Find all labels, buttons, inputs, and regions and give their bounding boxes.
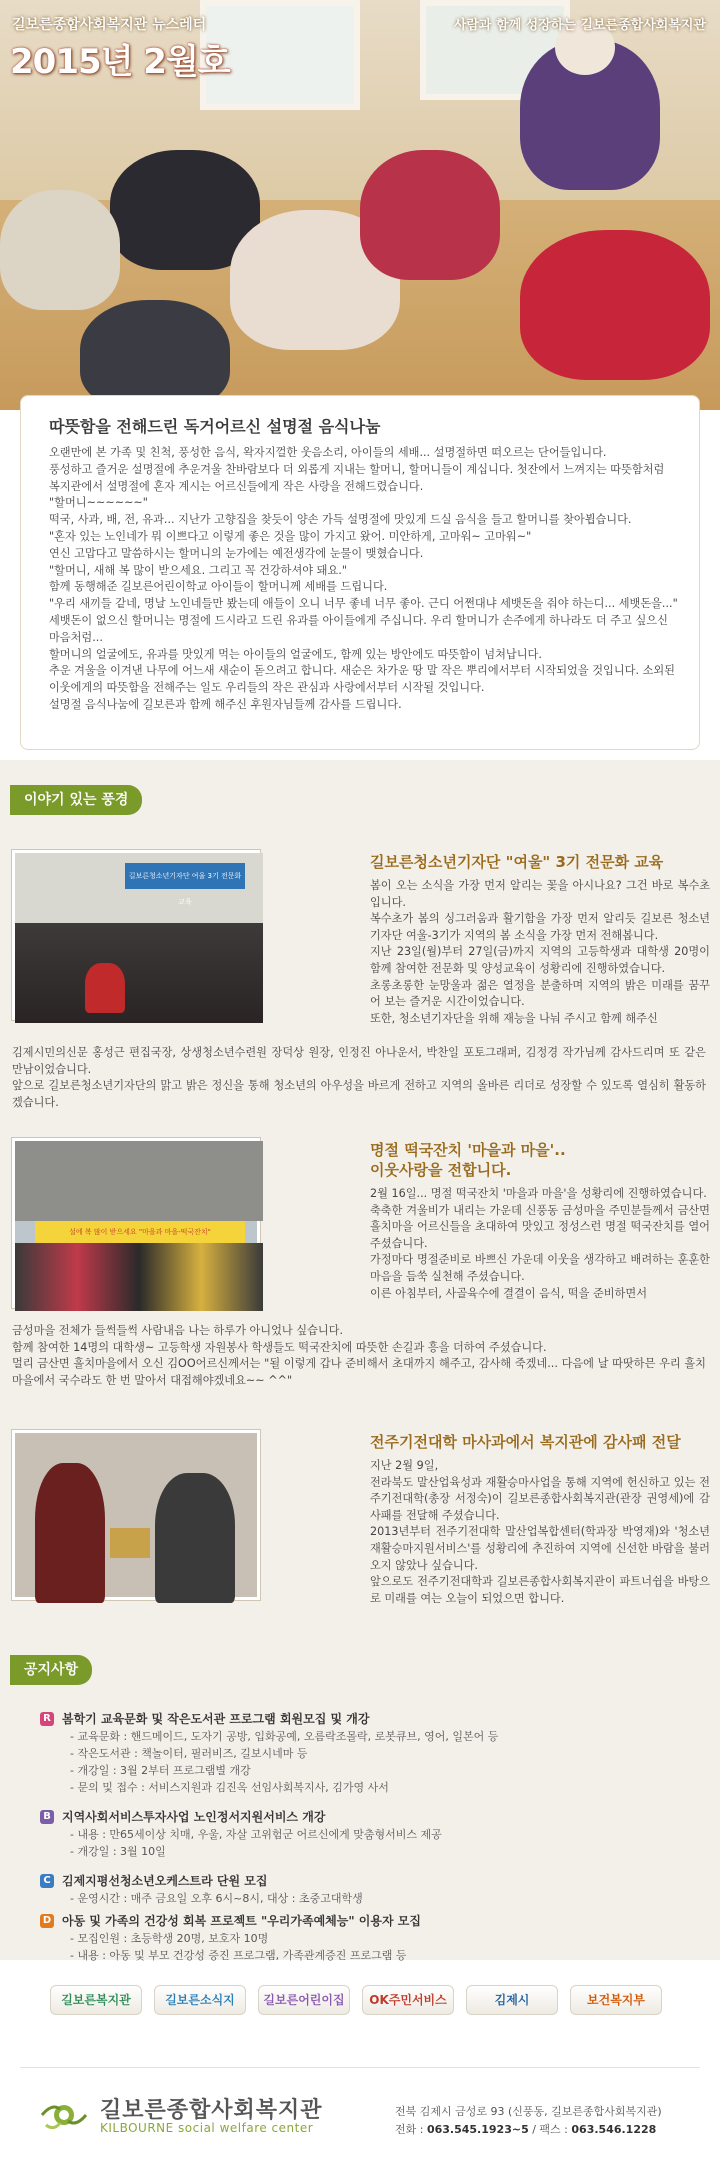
text-line: 전라북도 말산업육성과 재활승마사업을 통해 지역에 헌신하고 있는 전주기전대학(총장 서정숙)이 길보른종합사회복지관(관장 권영세)에 감사패를 전달해 주셨습니다. [370, 1475, 710, 1522]
plaque [110, 1528, 150, 1558]
text-line: "우리 새끼들 같네, 명날 노인네들만 봤는데 애들이 오니 너무 좋네 너무 좋아. 근디 어쩐대냐 세뱃돈을 줘야 하는디... 세뱃돈을..." [49, 597, 678, 611]
link-button[interactable]: OK주민서비스 [362, 1985, 454, 2015]
article-body [49, 445, 681, 714]
hero-slogan: 사람과 함께 성장하는 길보른종합사회복지관 [453, 18, 706, 33]
lead-article [20, 395, 700, 750]
org-name-kr: 길보른종합사회복지관 [100, 2098, 323, 2123]
story2-photo [12, 1138, 260, 1308]
story1-title: 길보른청소년기자단 "여울" 3기 전문화 교육 [370, 853, 664, 871]
footer-contact [395, 2121, 656, 2137]
text-line: 세뱃돈이 없으신 할머니는 명절에 드시라고 드린 유과를 아이들에게 주십니다. 우리 할머니가 손주에게 하나라도 더 주고 싶으신 [49, 613, 668, 627]
villager-group [15, 1243, 263, 1311]
notice-detail: - 교육문화 : 핸드메이드, 도자기 공방, 입화공예, 오름락조몰락, 로봇큐브, 영어, 일본어 등 [70, 1730, 499, 1743]
story3-title: 전주기전대학 마사과에서 복지관에 감사패 전달 [370, 1433, 681, 1451]
fax-number: 063.546.1228 [571, 2123, 657, 2136]
article-title: 따뜻함을 전해드린 독거어르신 설명절 음식나눔 [49, 417, 381, 436]
text-line: 김제시민의신문 홍성근 편집국장, 상생청소년수련원 장덕상 원장, 인정진 아나운서, 박찬일 포토그래퍼, 김정경 작가님께 감사드리며 또 같은 만남이었습니다. [12, 1046, 706, 1076]
text-line: 풍성하고 즐거운 설명절에 추운겨울 찬바람보다 더 외롭게 지내는 할머니, 할머니들이 계십니다. 첫잔에서 느껴지는 따뜻함처럼 [49, 462, 665, 476]
text-line: "혼자 있는 노인네가 뭐 이쁘다고 이렇게 좋은 것을 많이 가지고 왔어. 미안하게, 고마워~ 고마워~" [49, 529, 532, 543]
student-red [85, 963, 125, 1013]
link-button[interactable]: 길보른어린이집 [258, 1985, 350, 2015]
text-line: 또한, 청소년기자단을 위해 재능을 나눠 주시고 함께 해주신 [370, 1011, 658, 1025]
text-line: 복수초가 봄의 싱그러움과 활기함을 가장 먼저 알리듯 길보른 청소년기자단 여울-3기가 지역의 봄 소식을 가장 먼저 전해봅니다. [370, 912, 710, 942]
newsletter-name: 길보른종합사회복지관 뉴스레터 [12, 17, 207, 33]
building [15, 1141, 263, 1221]
text-line: 봄이 오는 소식을 가장 먼저 알리는 꽃을 아시나요? 그건 바로 복수초입니다. [370, 879, 710, 909]
link-buttons [50, 1985, 670, 2019]
link-button[interactable]: 길보른복지관 [50, 1985, 142, 2015]
text-line: 추운 겨울을 이겨낸 나무에 어느새 새순이 돋으려고 합니다. 새순은 차가운 땅 말 작은 뿌리에서부터 시작되었을 것입니다. 소외된 [49, 664, 675, 678]
tel-label: 전화 : [395, 2123, 427, 2136]
text-line: "할머니~~~~~~" [49, 496, 148, 510]
notice-title: 지역사회서비스투자사업 노인정서지원서비스 개강 [62, 1810, 326, 1824]
text-line: 오랜만에 본 가족 및 친척, 풍성한 음식, 왁자지껄한 웃음소리, 아이들의 세배... 설명절하면 떠오르는 단어들입니다. [49, 446, 607, 459]
child-figure [520, 230, 710, 380]
notice-marker-icon: R [40, 1712, 54, 1726]
banner: 설에 복 많이 받으세요 "마을과 마을-떡국잔치" [35, 1221, 245, 1243]
story3-body [370, 1458, 710, 1607]
story2-title-line2: 이웃사랑을 전합니다. [370, 1161, 512, 1179]
text-line: 떡국, 사과, 배, 전, 유과... 지난가 고향집을 찾듯이 양손 가득 설명절에 맛있게 드실 음식을 들고 할머니를 찾아뵙습니다. [49, 513, 632, 527]
text-line: 함께 참여한 14명의 대학생~ 고등학생 자원봉사 학생들도 떡국잔치에 따뜻한 손길과 흥을 더하여 주셨습니다. [12, 1340, 547, 1354]
tel-number: 063.545.1923~5 [426, 2123, 529, 2136]
text-line: 이른 아침부터, 사골육수에 결결이 음식, 떡을 준비하면서 [370, 1286, 648, 1300]
person-left [35, 1463, 105, 1603]
text-line: 복지관에서 설명절에 혼자 계시는 어르신들에게 작은 사랑을 전해드렸습니다. [49, 479, 424, 493]
issue-title: 2015년 2월호 [10, 42, 230, 82]
notice-item [40, 1872, 680, 1909]
hero-photo [0, 0, 720, 410]
notice-detail: - 내용 : 만65세이상 치매, 우울, 자살 고위험군 어르신에게 맞춤형서비스 제공 [70, 1828, 442, 1841]
stories-section-label: 이야기 있는 풍경 [10, 785, 142, 815]
notice-detail: - 운영시간 : 매주 금요일 오후 6시~8시, 대상 : 초중고대학생 [70, 1892, 363, 1905]
text-line: 가정마다 명절준비로 바쁘신 가운데 이웃을 생각하고 배려하는 훈훈한 마음을 듬쑥 실천해 주셨습니다. [370, 1253, 710, 1283]
story2-body [370, 1186, 710, 1302]
student-group [15, 923, 263, 1023]
text-line: 멀리 금산면 흘치마을에서 오신 김OO어르신께서는 "될 이렇게 갑나 준비해서 초대까지 해주고, 감사해 죽겠네... 다음에 날 따땃하믄 우리 흘치마을에서 국수라도 한 번 말아서 대접해야겠네요~~ ^^" [12, 1357, 706, 1387]
text-line: 축축한 겨울비가 내리는 가운데 신풍동 금성마을 주민분들께서 금산면 흘치마을 어르신들을 초대하여 맛있고 정성스런 명절 떡국잔치를 열어 주셨습니다. [370, 1203, 710, 1250]
story2-title [370, 1140, 710, 1180]
text-line: 이웃에게의 따뜻함을 전해주는 일도 우리들의 작은 관심과 사랑에서부터 시작될 것입니다. [49, 681, 485, 695]
notice-detail: - 개강일 : 3월 10일 [70, 1845, 166, 1858]
link-button[interactable]: 길보른소식지 [154, 1985, 246, 2015]
notice-marker-icon: D [40, 1914, 54, 1928]
notice-detail: - 개강일 : 3월 2부터 프로그램별 개강 [70, 1764, 251, 1777]
child-figure [80, 300, 230, 410]
child-figure [360, 150, 500, 280]
text-line: "할머니, 새해 복 많이 받으세요. 그리고 꼭 건강하셔야 돼요." [49, 563, 347, 577]
text-line: 지난 23일(월)부터 27일(금)까지 지역의 고등학생과 대학생 20명이 함께 참여한 전문화 및 양성교육이 성황리에 진행하였습니다. [370, 945, 710, 975]
story1-body [370, 878, 710, 1027]
text-line: 마음처럼... [49, 630, 103, 644]
notices-section-label: 공지사항 [10, 1655, 92, 1685]
notice-detail: - 모집인원 : 초등학생 20명, 보호자 10명 [70, 1932, 269, 1945]
text-line: 앞으로 길보른청소년기자단의 맑고 밝은 정신을 통해 청소년의 아우성을 바르게 전하고 지역의 올바른 리더로 성장할 수 있도록 열심히 활동하겠습니다. [12, 1079, 706, 1109]
text-line: 2013년부터 전주기전대학 말산업복합센터(학과장 박영재)와 '청소년 재활승마지원서비스'를 성황리에 추진하여 지역에 신선한 바람을 불러오지 않았나 싶습니다. [370, 1525, 710, 1572]
notice-marker-icon: B [40, 1810, 54, 1824]
notice-title: 아동 및 가족의 건강성 회복 프로젝트 "우리가족예체능" 이용자 모집 [62, 1914, 421, 1928]
text-line: 지난 2월 9일, [370, 1459, 439, 1472]
footer-divider [20, 2067, 700, 2068]
notice-detail: - 작은도서관 : 책놀이터, 필러비즈, 길보시네마 등 [70, 1747, 308, 1760]
text-line: 초롱초롱한 눈망울과 젊은 열정을 분출하며 지역의 밝은 미래를 꿈꾸어 보는 즐거운 시간이었습니다. [370, 978, 710, 1009]
text-line: 설명절 음식나눔에 길보른과 함께 해주신 후원자님들께 감사를 드립니다. [49, 697, 402, 711]
text-line: 함께 동행해준 길보른어린이학교 아이들이 할머니께 세배를 드립니다. [49, 580, 388, 594]
banner: 길보른청소년기자단 여울 3기 전문화 교육 [125, 863, 245, 889]
fax-label: / 팩스 : [528, 2123, 572, 2136]
link-button[interactable]: 김제시 [466, 1985, 558, 2015]
text-line: 할머니의 얼굴에도, 유과를 맛있게 먹는 아이들의 얼굴에도, 함께 있는 방안에도 따뜻함이 넘쳐납니다. [49, 647, 542, 661]
story1-photo [12, 850, 260, 1020]
text-line: 금성마을 전체가 들썩들썩 사람내음 나는 하루가 아니었나 싶습니다. [12, 1324, 344, 1337]
notice-item [40, 1808, 680, 1862]
notice-title: 봄학기 교육문화 및 작은도서관 프로그램 회원모집 및 개강 [62, 1712, 370, 1726]
notice-item [40, 1912, 680, 1966]
link-button[interactable]: 보건복지부 [570, 1985, 662, 2015]
person-right [155, 1473, 235, 1603]
story1-body-cont [12, 1045, 706, 1111]
notice-title: 김제지평선청소년오케스트라 단원 모집 [62, 1874, 268, 1888]
story3-photo [12, 1430, 260, 1600]
text-line: 연신 고맙다고 말씀하시는 할머니의 눈가에는 예전생각에 눈물이 맺혔습니다. [49, 546, 424, 560]
text-line: 2월 16일... 명절 떡국잔치 '마을과 마을'을 성황리에 진행하였습니다. [370, 1187, 707, 1200]
notice-item [40, 1710, 680, 1798]
notice-detail: - 문의 및 접수 : 서비스지원과 김진옥 선임사회복지사, 김가영 사서 [70, 1781, 389, 1794]
story2-body-cont [12, 1323, 706, 1389]
footer [0, 2045, 720, 2161]
text-line: 앞으로도 전주기전대학과 길보른종합사회복지관이 파트너쉽을 바탕으로 미래를 여는 오늘이 되었으면 합니다. [370, 1575, 710, 1605]
story2-title-line1: 명절 떡국잔치 '마을과 마을'.. [370, 1141, 566, 1159]
child-figure [0, 190, 120, 310]
footer-address: 전북 김제시 금성로 93 (신풍동, 길보른종합사회복지관) [395, 2105, 662, 2118]
welfare-center-logo-icon [40, 2095, 88, 2135]
org-name-en: KILBOURNE social welfare center [100, 2121, 314, 2135]
notice-detail: - 내용 : 아동 및 부모 건강성 증진 프로그램, 가족관계증진 프로그램 등 [70, 1949, 407, 1962]
notice-marker-icon: C [40, 1874, 54, 1888]
